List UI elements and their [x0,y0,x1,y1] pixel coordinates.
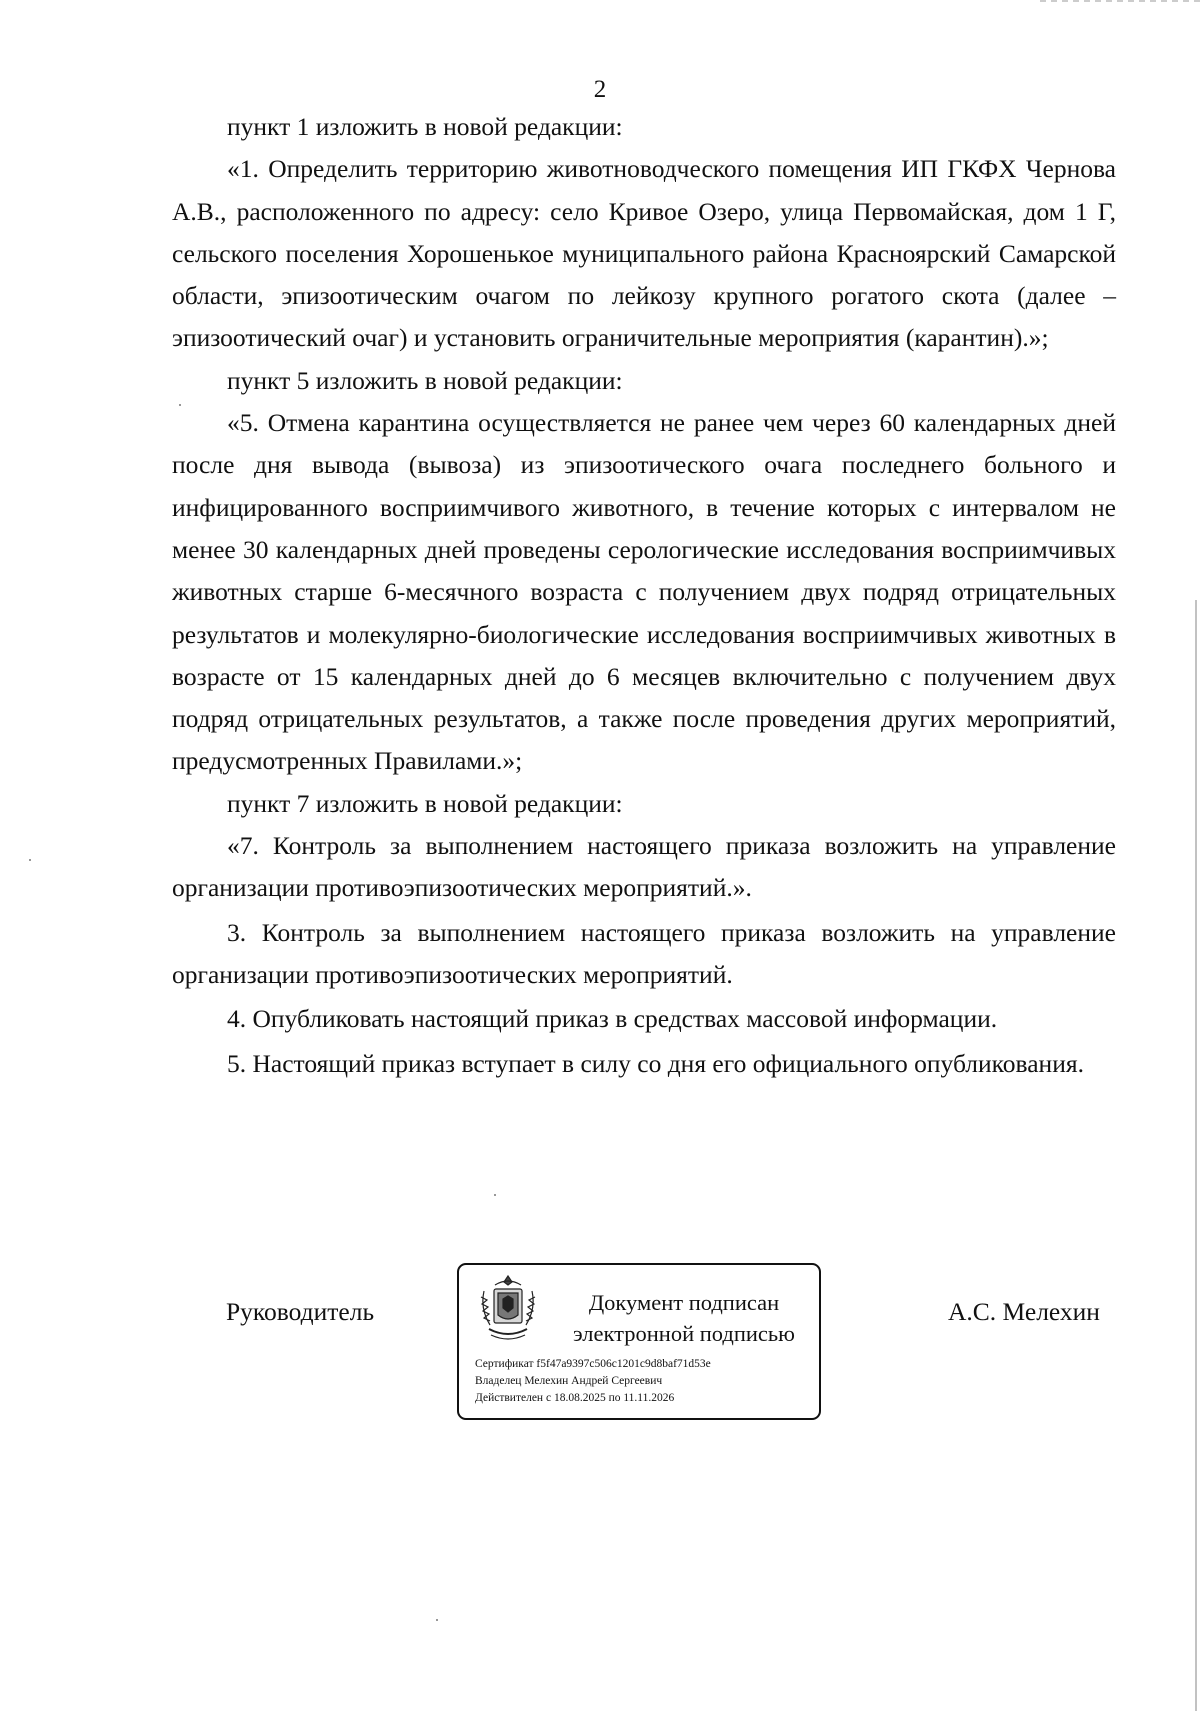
signer-name: А.С. Мелехин [948,1297,1100,1326]
signer-role: Руководитель [226,1297,375,1326]
clause-3: 3. Контроль за выполнением настоящего приказа возложить на управление организации противоэпизоотических мероприятий. [172,917,1116,989]
certificate-validity: Действителен с 18.08.2025 по 11.11.2026 [475,1392,675,1404]
electronic-signature-stamp [457,1263,821,1420]
stamp-details [475,1356,815,1407]
signature-block [0,1263,1200,1423]
clause-5: 5. Настоящий приказ вступает в силу со дня его официального опубликования. [227,1048,1084,1078]
amendment-text-1: «1. Определить территорию животноводческого помещения ИП ГКФХ Чернова А.В., расположенного по адресу: село Кривое Озеро, улица Первомайская, дом 1 Г, сельского поселения Хорошенькое муниципального района Красноярский Самарской области, эпизоотическим очагом по лейкозу крупного рогатого скота (далее – эпизоотический очаг) и установить ограничительные мероприятия (карантин).»; [172,154,1116,353]
amendment-text-7: «7. Контроль за выполнением настоящего приказа возложить на управление организации противоэпизоотических мероприятий.». [172,831,1116,903]
amendment-intro-5: пункт 5 изложить в новой редакции: [227,365,623,395]
amendment-text-5: «5. Отмена карантина осуществляется не ранее чем через 60 календарных дней после дня вывода (вывоза) из эпизоотического очага последнего больного и инфицированного восприимчивого животного, в течение которых с интервалом не менее 30 календарных дней проведены серологические исследования восприимчивых животных старше 6-месячного возраста с получением двух подряд отрицательных результатов и молекулярно-биологические исследования восприимчивых животных в возрасте от 15 календарных дней до 6 месяцев включительно с получением двух подряд отрицательных результатов, а также после проведения других мероприятий, предусмотренных Правилами.»; [172,408,1116,776]
stamp-title-line-1: Документ подписан [588,1290,780,1315]
stamp-title-line-2: электронной подписью [573,1321,795,1346]
certificate-owner: Владелец Мелехин Андрей Сергеевич [475,1375,663,1387]
certificate-number: Сертификат f5f47a9397c506c1201c9d8baf71d53e [475,1358,711,1370]
page-number: 2 [593,76,607,103]
document-body [172,106,1116,1085]
coat-of-arms-icon [477,1273,539,1345]
amendment-intro-1: пункт 1 изложить в новой редакции: [227,112,623,141]
clause-4: 4. Опубликовать настоящий приказ в средствах массовой информации. [227,1004,998,1034]
amendment-intro-7: пункт 7 изложить в новой редакции: [227,788,623,818]
stamp-title [559,1287,809,1349]
